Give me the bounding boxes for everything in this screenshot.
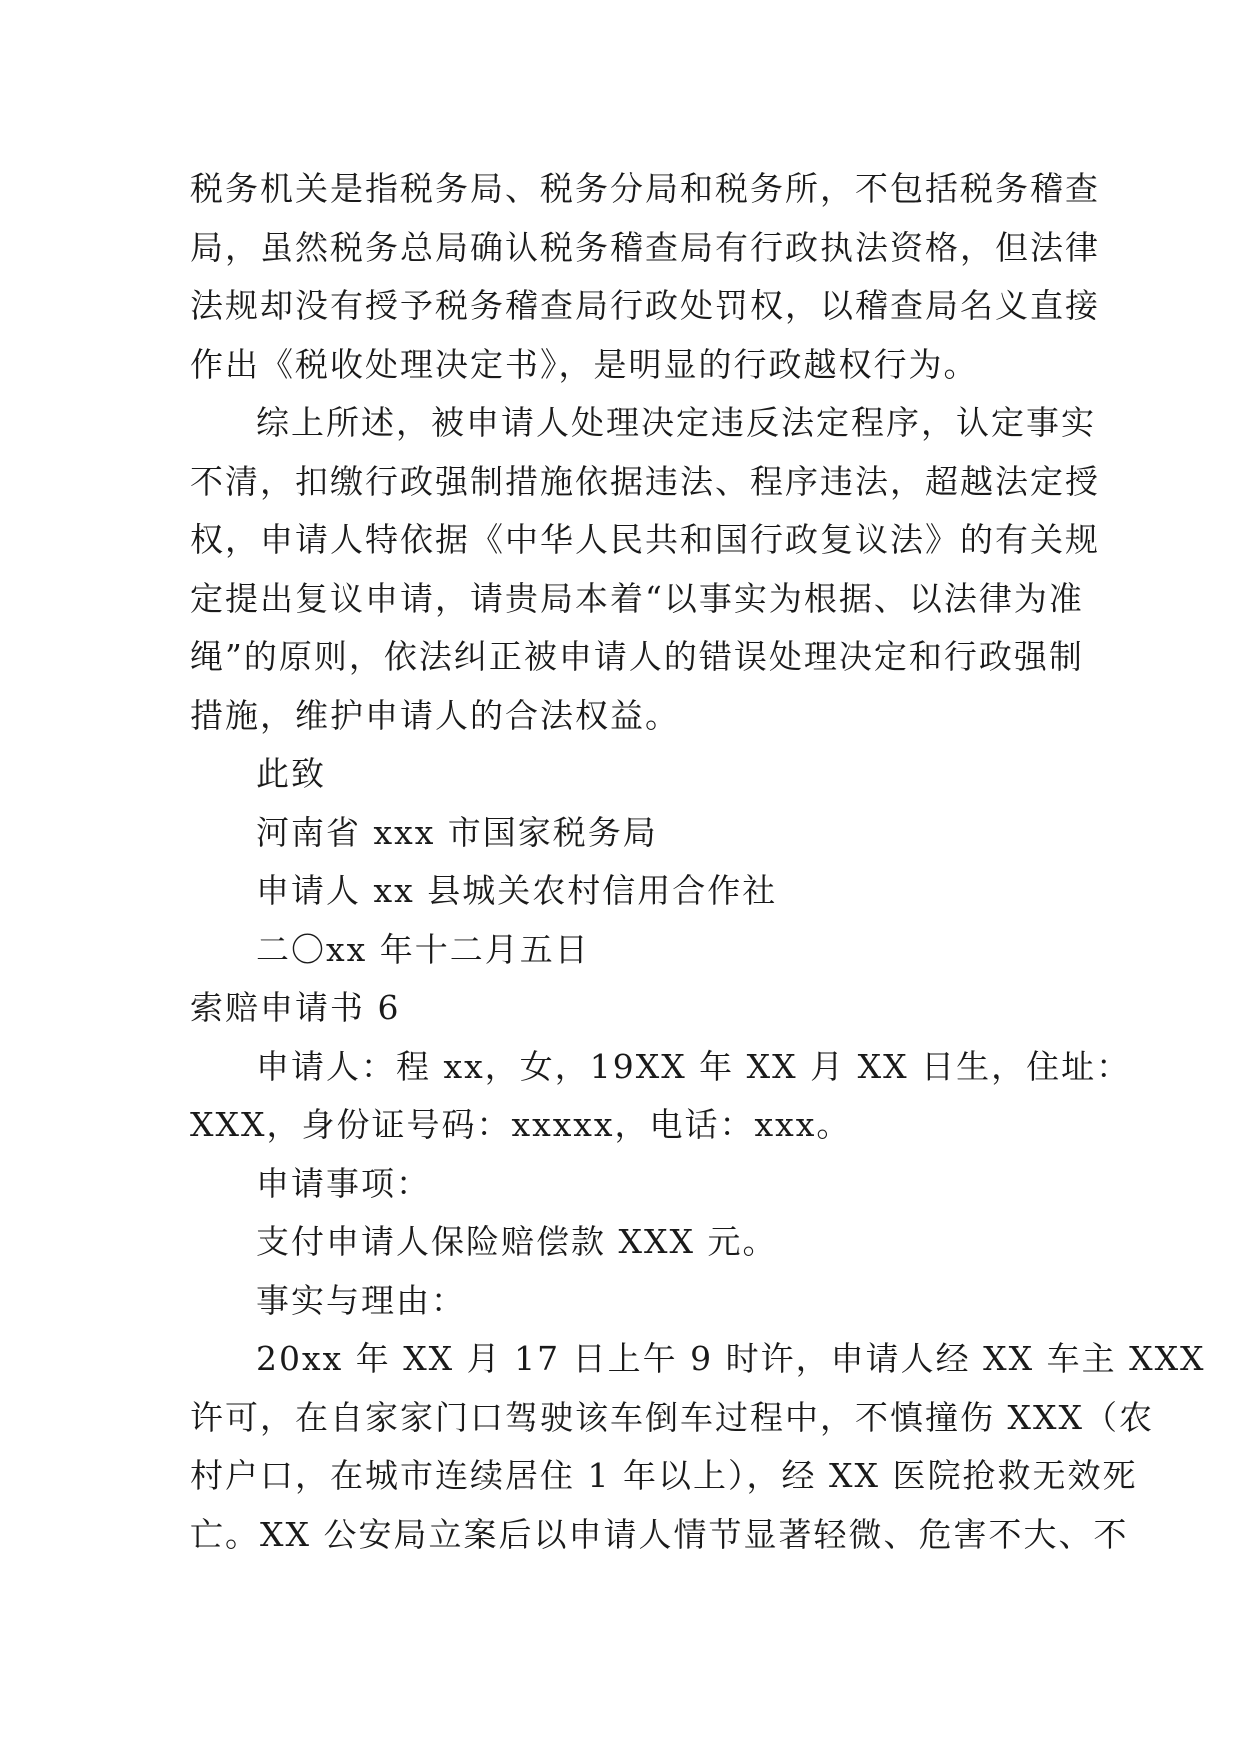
- claim-heading: 申请事项：: [256, 1163, 431, 1203]
- applicant-info-line: XXX，身份证号码：xxxxx，电话：xxx。: [190, 1105, 852, 1144]
- salutation: 此致: [256, 754, 326, 793]
- body-line: 措施，维护申请人的合法权益。: [190, 695, 680, 735]
- applicant-signature: 申请人 xx 县城关农村信用合作社: [256, 871, 778, 910]
- section-title: 索赔申请书 6: [190, 988, 401, 1027]
- facts-line: 亡。XX 公安局立案后以申请人情节显著轻微、危害不大、不: [190, 1514, 1129, 1554]
- claim-item: 支付申请人保险赔偿款 XXX 元。: [256, 1222, 778, 1261]
- body-line: 不清，扣缴行政强制措施依据违法、程序违法，超越法定授: [190, 461, 1100, 501]
- body-line: 作出《税收处理决定书》，是明显的行政越权行为。: [190, 344, 979, 384]
- paragraph-start-line: 综上所述，被申请人处理决定违反法定程序，认定事实: [256, 403, 1096, 442]
- facts-heading: 事实与理由：: [256, 1280, 466, 1320]
- body-line: 绳”的原则，依法纠正被申请人的错误处理决定和行政强制: [190, 637, 1084, 676]
- body-line: 权，申请人特依据《中华人民共和国行政复议法》的有关规: [190, 520, 1100, 559]
- applicant-info-line: 申请人：程 xx，女，19XX 年 XX 月 XX 日生，住址：: [256, 1046, 1132, 1086]
- facts-line: 20xx 年 XX 月 17 日上午 9 时许，申请人经 XX 车主 XXX: [256, 1339, 1206, 1378]
- date-line: 二〇xx 年十二月五日: [256, 929, 590, 969]
- body-line: 法规却没有授予税务稽查局行政处罚权，以稽查局名义直接: [190, 286, 1100, 325]
- body-line: 局，虽然税务总局确认税务稽查局有行政执法资格，但法律: [190, 227, 1100, 267]
- facts-line: 许可，在自家家门口驾驶该车倒车过程中，不慎撞伤 XXX（农: [190, 1397, 1154, 1437]
- recipient: 河南省 xxx 市国家税务局: [256, 812, 658, 852]
- body-line: 税务机关是指税务局、税务分局和税务所，不包括税务稽查: [190, 169, 1100, 208]
- facts-line: 村户口，在城市连续居住 1 年以上），经 XX 医院抢救无效死: [190, 1456, 1138, 1495]
- body-line: 定提出复议申请，请贵局本着“以事实为根据、以法律为准: [190, 578, 1084, 618]
